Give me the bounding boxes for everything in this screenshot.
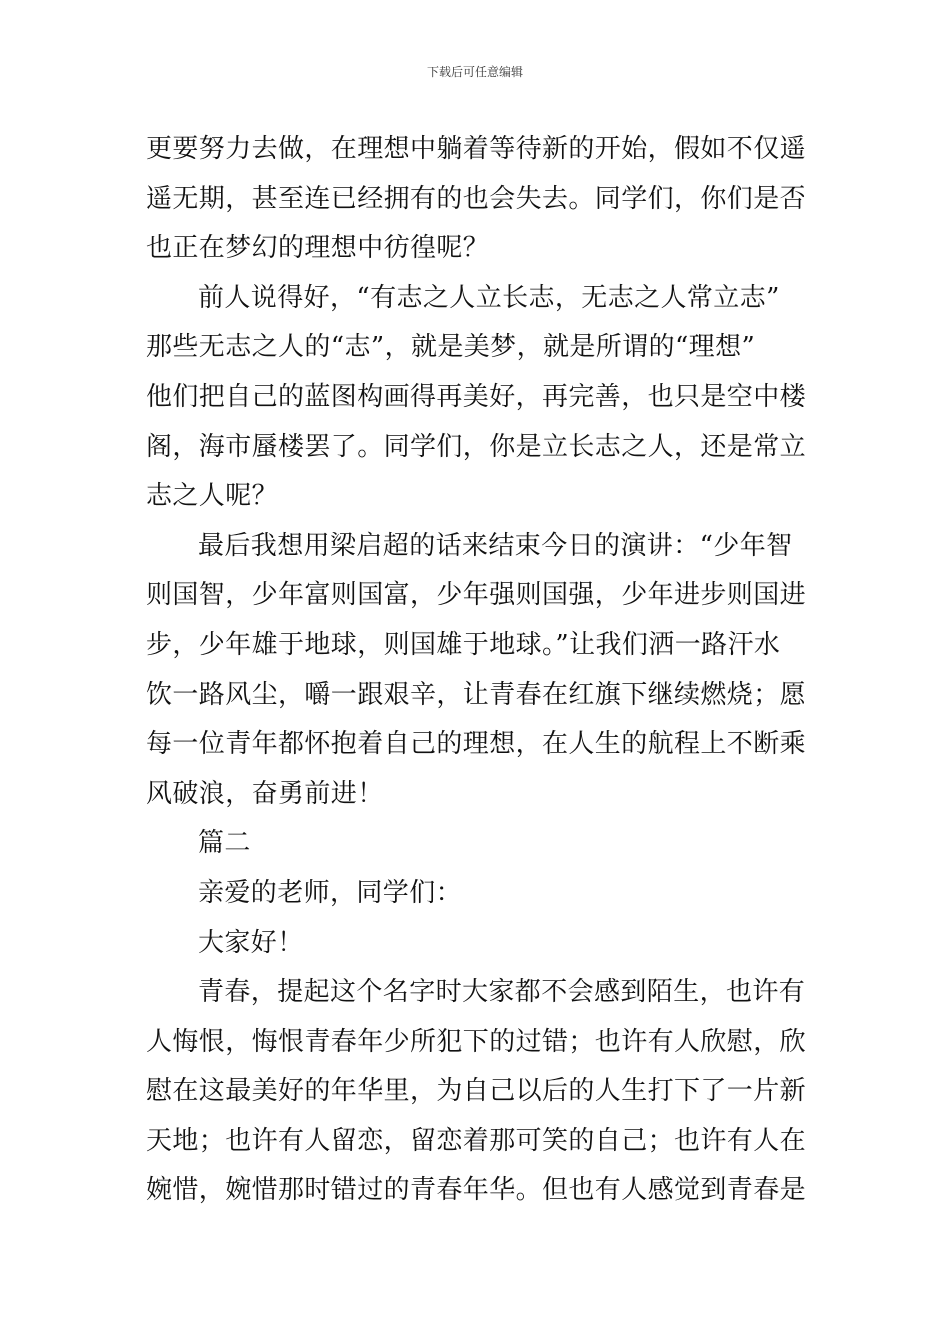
text-line: 前人说得好，“有志之人立长志，无志之人常立志” <box>198 282 780 313</box>
text-line: 更要努力去做，在理想中躺着等待新的开始，假如不仅遥 <box>146 134 807 164</box>
text-line: 阁，海市蜃楼罢了。同学们，你是立长志之人，还是常立 <box>146 431 807 462</box>
text-line: 饮一路风尘，嚼一跟艰辛，让青春在红旗下继续燃烧；愿 <box>146 679 807 710</box>
salutation: 亲爱的老师，同学们： <box>198 877 463 908</box>
text-line: 婉惜，婉惜那时错过的青春年华。但也有人感觉到青春是 <box>146 1175 807 1206</box>
section-heading: 篇二 <box>198 828 251 859</box>
text-line: 每一位青年都怀抱着自己的理想，在人生的航程上不断乘 <box>146 729 807 760</box>
text-line: 则国智，少年富则国富，少年强则国强，少年进步则国进 <box>146 580 807 611</box>
text-line: 最后我想用梁启超的话来结束今日的演讲：“少年智 <box>198 530 793 561</box>
document-body <box>146 125 808 1216</box>
text-line: 也正在梦幻的理想中彷徨呢？ <box>146 233 490 264</box>
greeting: 大家好！ <box>198 927 304 958</box>
text-line: 青春，提起这个名字时大家都不会感到陌生，也许有 <box>198 977 806 1008</box>
text-line: 遥无期，甚至连已经拥有的也会失去。同学们，你们是否 <box>146 183 807 214</box>
text-line: 人悔恨，悔恨青春年少所犯下的过错；也许有人欣慰，欣 <box>146 1026 807 1057</box>
text-line: 天地；也许有人留恋，留恋着那可笑的自己；也许有人在 <box>146 1125 807 1156</box>
text-line: 志之人呢？ <box>146 481 279 512</box>
text-line: 慰在这最美好的年华里，为自己以后的人生打下了一片新 <box>146 1076 807 1107</box>
text-line: 步，少年雄于地球，则国雄于地球。”让我们洒一路汗水 <box>146 629 781 660</box>
text-line: 那些无志之人的“志”，就是美梦，就是所谓的“理想” <box>146 332 756 363</box>
text-line: 他们把自己的蓝图构画得再美好，再完善，也只是空中楼 <box>146 381 807 412</box>
text-line: 风破浪，奋勇前进！ <box>146 778 384 809</box>
page-header: 下载后可任意编辑 <box>426 65 523 79</box>
